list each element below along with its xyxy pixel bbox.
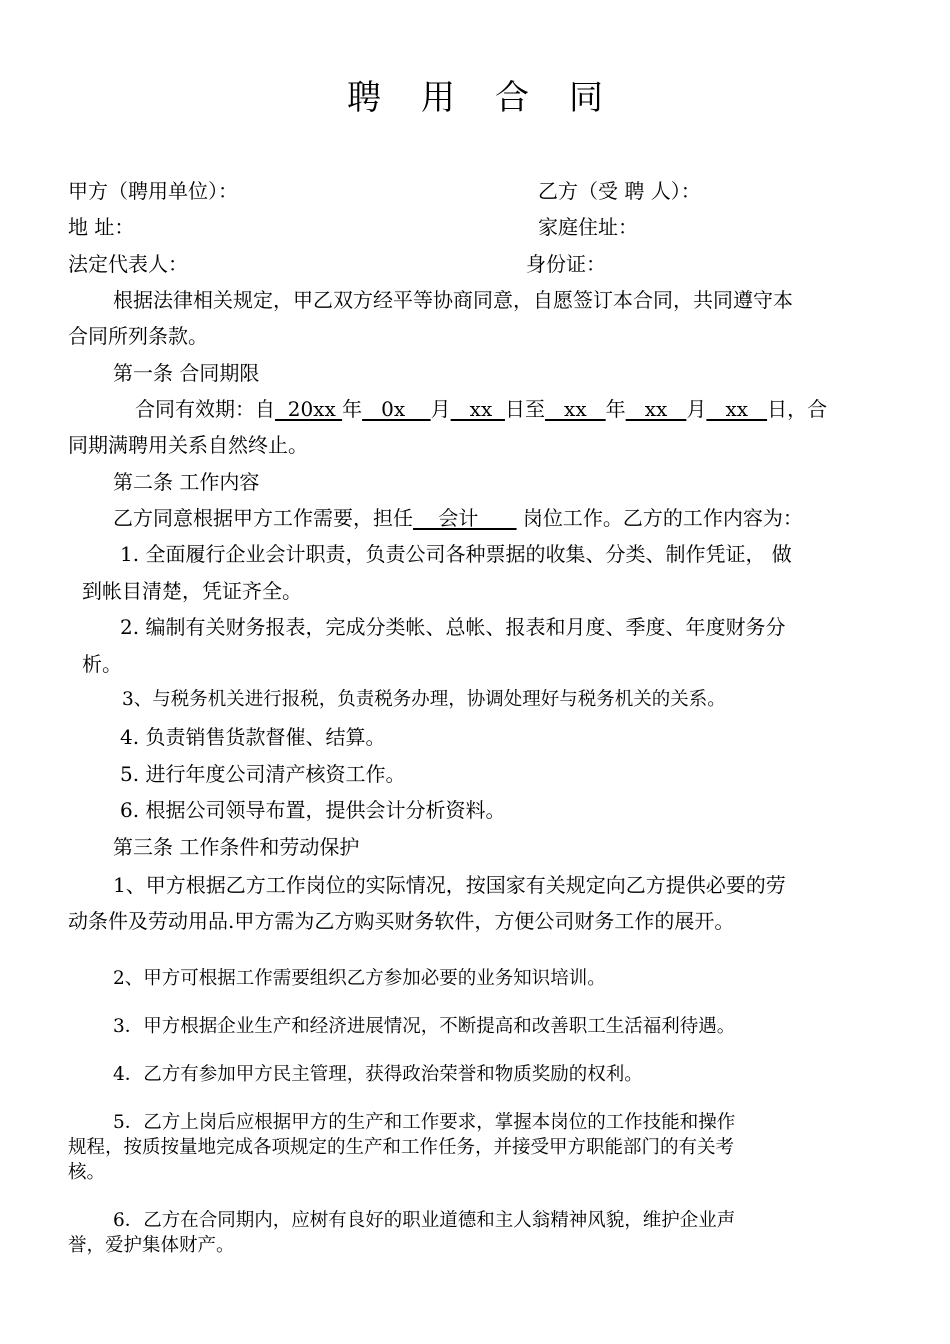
validity-line-2: 同期满聘用关系自然终止。 <box>68 433 308 457</box>
duty-item-1-line-2: 到帐目清楚，凭证齐全。 <box>82 579 302 603</box>
contract-title <box>0 76 950 120</box>
end-month-value: xx <box>625 397 687 421</box>
article-1-heading: 第一条 合同期限 <box>113 361 260 385</box>
month-unit: 月 <box>430 397 451 421</box>
duty-item-1-line-1: 1. 全面履行企业会计职责，负责公司各种票据的收集、分类、制作凭证， 做 <box>120 542 792 566</box>
article-2-heading: 第二条 工作内容 <box>113 470 260 494</box>
condition-5-line-2: 规程，按质按量地完成各项规定的生产和工作任务，并接受甲方职能部门的有关考 <box>68 1137 735 1158</box>
end-day-value: xx <box>706 397 768 421</box>
condition-5-line-1: 5．乙方上岗后应根据甲方的生产和工作要求，掌握本岗位的工作技能和操作 <box>113 1112 736 1133</box>
condition-1-line-2: 动条件及劳动用品.甲方需为乙方购买财务软件，方便公司财务工作的展开。 <box>68 909 735 933</box>
position-value: 会计 <box>413 506 517 530</box>
duty-item-3: 3、与税务机关进行报税，负责税务办理，协调处理好与税务机关的关系。 <box>122 689 726 710</box>
condition-5-line-3: 核。 <box>68 1162 106 1183</box>
start-month-value: 0x <box>362 397 431 421</box>
home-address-label: 家庭住址： <box>538 215 638 239</box>
party-b-label: 乙方（受 聘 人）： <box>538 179 701 203</box>
validity-period-line <box>135 396 827 422</box>
title-char: 合 <box>495 78 529 118</box>
start-day-value: xx <box>450 397 505 421</box>
end-year-value: xx <box>544 397 606 421</box>
condition-3: 3．甲方根据企业生产和经济进展情况，不断提高和改善职工生活福利待遇。 <box>113 1016 736 1037</box>
condition-6-line-2: 誉，爱护集体财产。 <box>68 1235 235 1256</box>
id-card-label: 身份证： <box>526 252 606 276</box>
party-a-label: 甲方（聘用单位）： <box>68 179 238 203</box>
start-year-value: 20xx <box>275 397 343 421</box>
intro-line-1: 根据法律相关规定，甲乙双方经平等协商同意，自愿签订本合同，共同遵守本 <box>113 288 793 312</box>
position-prefix: 乙方同意根据甲方工作需要，担任 <box>113 506 413 530</box>
day-to-unit: 日至 <box>504 397 545 421</box>
article-3-heading: 第三条 工作条件和劳动保护 <box>113 835 360 859</box>
title-char: 聘 <box>347 78 381 118</box>
year-unit: 年 <box>605 397 626 421</box>
duty-item-2-line-2: 析。 <box>82 652 122 676</box>
condition-6-line-1: 6．乙方在合同期内，应树有良好的职业道德和主人翁精神风貌，维护企业声 <box>113 1210 736 1231</box>
duty-item-6: 6. 根据公司领导布置，提供会计分析资料。 <box>120 798 506 822</box>
month-unit: 月 <box>686 397 707 421</box>
condition-1-line-1: 1、甲方根据乙方工作岗位的实际情况，按国家有关规定向乙方提供必要的劳 <box>113 873 786 897</box>
condition-4: 4．乙方有参加甲方民主管理，获得政治荣誉和物质奖励的权利。 <box>113 1064 643 1085</box>
title-char: 用 <box>421 78 455 118</box>
duty-item-2-line-1: 2. 编制有关财务报表，完成分类帐、总帐、报表和月度、季度、年度财务分 <box>120 615 786 639</box>
condition-2: 2、甲方可根据工作需要组织乙方参加必要的业务知识培训。 <box>113 968 606 989</box>
validity-prefix: 合同有效期：自 <box>135 397 275 421</box>
address-label: 地 址： <box>68 215 135 239</box>
duty-item-5: 5. 进行年度公司清产核资工作。 <box>120 762 406 786</box>
legal-representative-label: 法定代表人： <box>68 252 188 276</box>
position-line <box>113 505 803 531</box>
position-suffix: 岗位工作。乙方的工作内容为： <box>516 506 803 530</box>
title-char: 同 <box>569 78 603 118</box>
day-unit: 日，合 <box>767 397 828 421</box>
duty-item-4: 4. 负责销售货款督催、结算。 <box>120 725 386 749</box>
intro-line-2: 合同所列条款。 <box>68 324 208 348</box>
year-unit: 年 <box>342 397 363 421</box>
